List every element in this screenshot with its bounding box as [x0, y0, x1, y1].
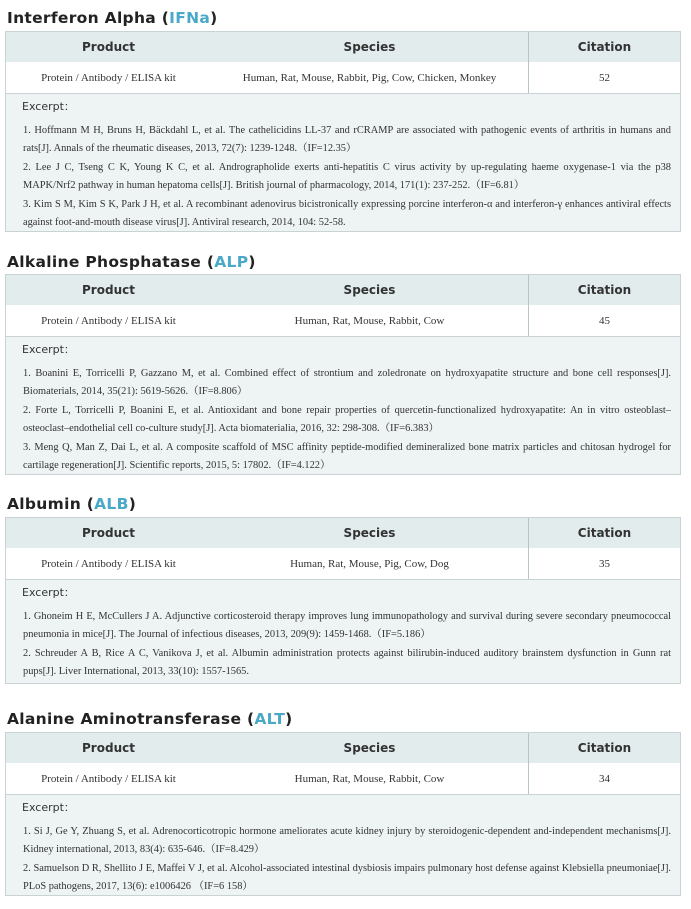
excerpt-label: Excerpt：	[22, 801, 75, 814]
reference-item: 1. Ghoneim H E, McCullers J A. Adjunctive corticosteroid therapy improves lung immunopathology and survival during severe secondary pneumococcal pneumonia in mice[J]. The Journal of infectious diseases, 2013, 209(9): 1459-1468.（IF=5.186）	[23, 611, 671, 640]
excerpt-label: Excerpt：	[22, 100, 75, 113]
table-header	[6, 518, 680, 549]
header-product: Product	[82, 283, 135, 297]
section-title: Albumin (ALB)	[7, 495, 137, 513]
info-card	[5, 732, 681, 896]
title-abbr: ALP	[214, 253, 249, 271]
title-text: Interferon Alpha	[7, 9, 157, 27]
species-value: Human, Rat, Mouse, Pig, Cow, Dog	[290, 558, 449, 570]
product-value: Protein / Antibody / ELISA kit	[41, 558, 176, 570]
product-value: Protein / Antibody / ELISA kit	[41, 315, 176, 327]
header-product: Product	[82, 40, 135, 54]
product-value: Protein / Antibody / ELISA kit	[41, 72, 176, 84]
reference-item: 1. Si J, Ge Y, Zhuang S, et al. Adrenocorticotropic hormone ameliorates acute kidney injury by steroidogenic-dependent and-independent mechanisms[J]. Kidney international, 2013, 83(4): 635-646.（IF=8.429）	[23, 826, 671, 855]
header-product: Product	[82, 526, 135, 540]
reference-item: 2. Samuelson D R, Shellito J E, Maffei V J, et al. Alcohol-associated intestinal dysbiosis impairs pulmonary host defense against Klebsiella pneumoniae[J]. PLoS pathogens, 2017, 13(6): e1006426 （IF=6 158）	[23, 863, 671, 892]
info-card	[5, 517, 681, 684]
header-citation: Citation	[528, 32, 680, 62]
species-value: Human, Rat, Mouse, Rabbit, Cow	[294, 773, 445, 785]
info-card	[5, 274, 681, 475]
title-abbr: ALB	[94, 495, 129, 513]
reference-item: 3. Kim S M, Kim S K, Park J H, et al. A recombinant adenovirus bicistronically expressing porcine interferon-α and interferon-γ enhances antiviral effects against foot-and-mouth disease virus[J]. Antiviral research, 2014, 104: 52-58.	[23, 199, 671, 228]
header-citation: Citation	[528, 275, 680, 305]
table-row	[6, 763, 680, 795]
species-value: Human, Rat, Mouse, Rabbit, Pig, Cow, Chicken, Monkey	[242, 72, 497, 84]
table-header	[6, 32, 680, 63]
header-species: Species	[343, 40, 396, 54]
excerpt-box	[6, 93, 680, 231]
header-product: Product	[82, 741, 135, 755]
excerpt-label: Excerpt：	[22, 343, 75, 356]
header-species: Species	[343, 526, 396, 540]
title-text: Albumin	[7, 495, 82, 513]
section-title: Alanine Aminotransferase (ALT)	[7, 710, 293, 728]
header-species: Species	[343, 741, 396, 755]
table-row	[6, 62, 680, 94]
reference-item: 2. Schreuder A B, Rice A C, Vanikova J, et al. Albumin administration protects against bilirubin-induced auditory brainstem dysfunction in Gunn rat pups[J]. Liver International, 2013, 33(10): 1557-1565.	[23, 648, 671, 677]
title-text: Alanine Aminotransferase	[7, 710, 242, 728]
section-title: Interferon Alpha (IFNa)	[7, 9, 218, 27]
section-title: Alkaline Phosphatase (ALP)	[7, 253, 256, 271]
product-value: Protein / Antibody / ELISA kit	[41, 773, 176, 785]
header-species: Species	[343, 283, 396, 297]
reference-item: 2. Forte L, Torricelli P, Boanini E, et al. Antioxidant and bone repair properties of quercetin-functionalized hydroxyapatite: An in vitro osteoblast–osteoclast–endothelial cell co-culture study[J]. Acta biomaterialia, 2016, 32: 298-308.（IF=6.383）	[23, 405, 671, 434]
title-text: Alkaline Phosphatase	[7, 253, 202, 271]
species-value: Human, Rat, Mouse, Rabbit, Cow	[294, 315, 445, 327]
title-abbr: ALT	[254, 710, 286, 728]
table-header	[6, 275, 680, 306]
title-abbr: IFNa	[169, 9, 211, 27]
header-citation: Citation	[528, 733, 680, 763]
info-card	[5, 31, 681, 232]
table-row	[6, 548, 680, 580]
excerpt-box	[6, 579, 680, 683]
reference-item: 1. Hoffmann M H, Bruns H, Bäckdahl L, et al. The cathelicidins LL-37 and rCRAMP are associated with pathogenic events of arthritis in humans and rats[J]. Annals of the rheumatic diseases, 2013, 72(7): 1239-1248.（IF=12.35）	[23, 125, 671, 154]
reference-item: 3. Meng Q, Man Z, Dai L, et al. A composite scaffold of MSC affinity peptide-modified demineralized bone matrix particles and chitosan hydrogel for cartilage regeneration[J]. Scientific reports, 2015, 5: 17802.（IF=4.122）	[23, 442, 671, 471]
header-citation: Citation	[528, 518, 680, 548]
table-header	[6, 733, 680, 764]
excerpt-box	[6, 794, 680, 895]
excerpt-box	[6, 336, 680, 474]
citation-value: 34	[528, 763, 680, 795]
citation-value: 45	[528, 305, 680, 337]
citation-value: 35	[528, 548, 680, 580]
citation-value: 52	[528, 62, 680, 94]
reference-item: 1. Boanini E, Torricelli P, Gazzano M, et al. Combined effect of strontium and zoledronate on hydroxyapatite structure and bone cell responses[J]. Biomaterials, 2014, 35(21): 5619-5626.（IF=8.806）	[23, 368, 671, 397]
table-row	[6, 305, 680, 337]
excerpt-label: Excerpt：	[22, 586, 75, 599]
reference-item: 2. Lee J C, Tseng C K, Young K C, et al. Andrographolide exerts anti-hepatitis C virus activity by up-regulating haeme oxygenase-1 via the p38 MAPK/Nrf2 pathway in human hepatoma cells[J]. British journal of pharmacology, 2014, 171(1): 237-252.（IF=6.81）	[23, 162, 671, 191]
